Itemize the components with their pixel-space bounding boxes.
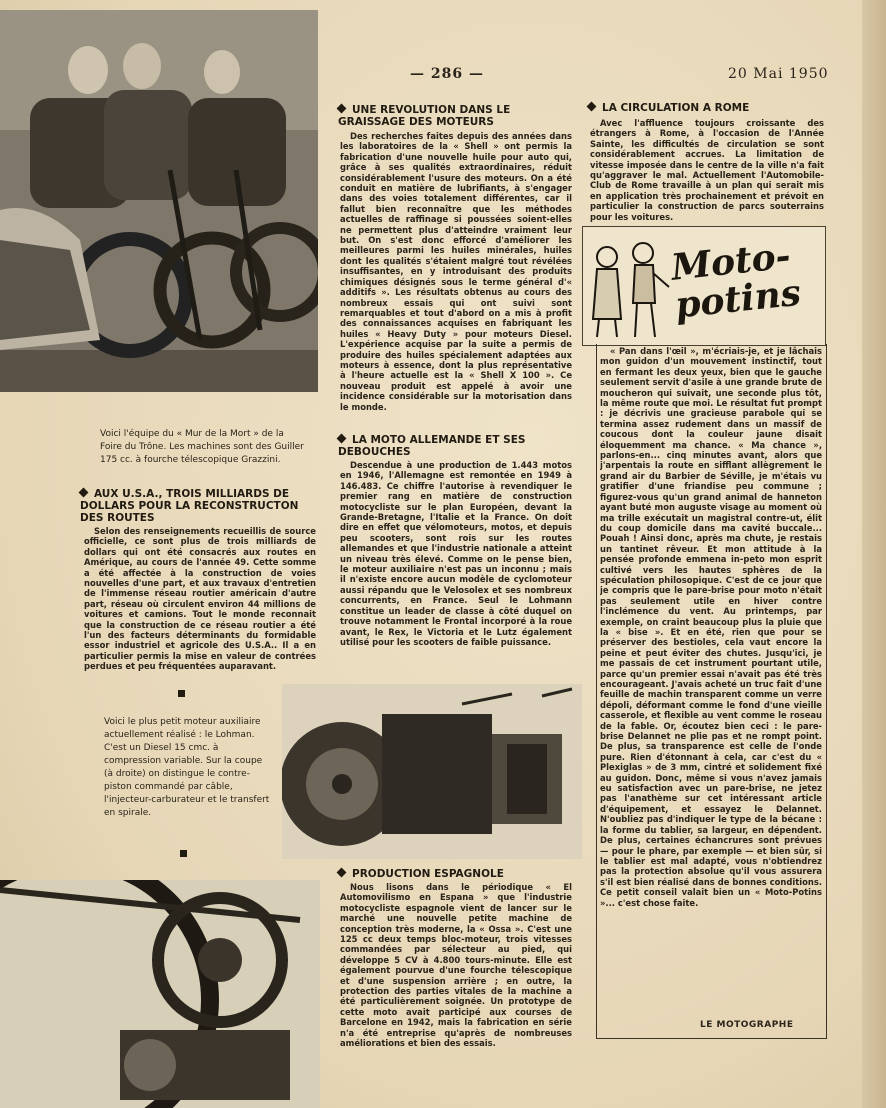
separator-square-icon: [178, 690, 185, 697]
espagnole-article-body: Nous lisons dans le périodique « El Automovilismo en Espana » que l'industrie motocycliste espagnole vient de lancer sur le marché une nouvelle petite machine de conception très moderne, la « Ossa ». C'est une 125 cc deux temps bloc-moteur, trois vitesses commandées par sélecteur au pied, qui développe 5 CV à 4.800 tours-minute. Elle est également pourvue d'une fourche télescopique et d'une suspension arrière ; en outre, la protection des parties vitales de la machine a été particulièrement soignée. Un prototype de cette moto avait participé aux courses de Barcelone en 1942, mais la fabrication en série n'a été entreprise qu'après de nombreuses améliorations et bien des essais.: [340, 882, 572, 1049]
allemande-article-title: [338, 434, 560, 458]
page-fold-shadow: [862, 0, 886, 1108]
revolution-article-body: Des recherches faites depuis des années dans les laboratoires de la « Shell » ont permis la fabrication d'une nouvelle huile pour auto qui, grâce à ses qualités extraordinaires, réduit considérablement l'usure des moteurs. On a été conduit en matière de lubrifiants, à s'engager dans des voies totalement différentes, car il fallut bien reconnaître que les méthodes actuelles de raffinage si poussées soient-elles ne permettent plus d'atteindre vraiment leur but. On s'est donc efforcé d'améliorer les meilleures parmi les huiles minérales, huiles dont les qualités s'étaient malgré tout révélées insuffisantes, en y introduisant des produits chimiques désignés sous le terme général d'« additifs ». Les résultats obtenus au cours des nombreux essais qui ont suivi sont remarquables et tout d'abord on a mis à profit des connaissances acquises en fabriquant les huiles « Heavy Duty » pour moteurs Diesel. L'expérience acquise par la suite a permis de produire des huiles spécialement adaptées aux moteurs à essence, dont la plus représentative à l'heure actuelle est la « Shell X 100 ». Ce nouveau produit est appelé à avoir une incidence considérable sur la motorisation dans le monde.: [340, 131, 572, 412]
rome-article-title: [588, 102, 824, 114]
diamond-bullet-icon: [337, 434, 347, 444]
allemande-title-text: LA MOTO ALLEMANDE ET SES DEBOUCHES: [338, 434, 526, 458]
moto-potins-body: « Pan dans l'œil », m'écriais-je, et je lâchais mon guidon d'un mouvement instinctif, tout en fermant les deux yeux, bien que le gauche seulement servit d'asile à une grande brute de moucheron qui suivait, une seconde plus tôt, la même route que moi. Le résultat fut prompt : je décrivis une gracieuse parabole qui se termina assez rudement dans un massif de coucous dont la couleur jaune disait éloquemment ma chance. « Ma chance », parlons-en... cinq minutes avant, alors que j'arpentais la route en sifflant allègrement le grand air du Barbier de Séville, je m'étais vu gratifier d'une friandise peu commune ; figurez-vous qu'un grand animal de hanneton ayant buté mon auguste visage au moment où ma trille exécutait un magistral contre-ut, élit du coup domicile dans ma cavité buccale... Pouah ! Ainsi donc, après ma chute, je restais un tantinet rêveur. Et mon attitude à la pensée profonde emmena in-peto mon esprit cultivé vers les hautes sphères de la spéculation philosopique. C'est de ce jour que je compris que le pare-brise pour moto n'était pas seulement utile en hiver contre l'inclémence du vent. Au printemps, par exemple, on craint beaucoup plus la pluie que la « bise ». Et en été, rien que pour se préserver des bestioles, cela vaut encore la peine et peut éviter des chutes. Jusqu'ici, je me passais de cet instrument pourtant utile, parce qu'un premier essai n'avait pas été très encourageant. J'avais acheté un truc fait d'une feuille de machin transparent comme un verre dépoli, déformant comme le fond d'une vieille casserole, et flexible au vent comme le roseau de la fable. Or, écoutez bien ceci : le pare-brise Delannet ne plie pas et ne rompt point. De plus, sa transparence est celle de l'onde pure. Rien d'étonnant à cela, car c'est du « Plexiglas » de 3 mm, cintré et solidement fixé au guidon. Donc, même si vous n'avez jamais eu satisfaction avec un pare-brise, ne jetez pas l'anathème sur cet intéressant article d'équipement, et essayez le Delannet. N'oubliez pas d'indiquer le type de la bécane : la forme du tablier, sa largeur, en dépendent. De plus, certaines échancrures sont prévues — pour le phare, par exemple — et bien sûr, si le tablier est mal adapté, vous n'obtiendrez pas la protection absolue qu'il vous assurera s'il est bien réalisé dans de bonnes conditions. Ce petit conseil valait bien un « Moto-Potins »... c'est chose faite.: [600, 346, 822, 908]
usa-title-text: AUX U.S.A., TROIS MILLIARDS DE DOLLARS POUR LA RECONSTRUCTON DES ROUTES: [80, 488, 299, 524]
diamond-bullet-icon: [337, 104, 347, 114]
diamond-bullet-icon: [587, 102, 597, 112]
moto-potins-title: Moto-potins: [669, 234, 803, 327]
engine-photo-drawing: [282, 684, 582, 859]
moto-potins-banner: [582, 226, 826, 346]
diamond-bullet-icon: [79, 488, 89, 498]
revolution-title-text: UNE REVOLUTION DANS LE GRAISSAGE DES MOTEURS: [338, 104, 511, 128]
usa-article-body: Selon des renseignements recueillis de source officielle, ce sont plus de trois milliards de dollars qui ont été consacrés aux routes en Amérique, au cours de l'année 49. Cette somme a été affectée à la construction de voies nouvelles d'une part, et aux travaux d'entretien de l'immense réseau routier américain d'autre part, réseau où circulent environ 44 millions de voitures et camions. Tout le monde reconnait que la construction de ce réseau routier a été l'un des facteurs déterminants du formidable essor industriel et agricole des U.S.A.. Il a en particulier permis la mise en valeur de contrées perdues et peu fréquentées auparavant.: [84, 526, 316, 672]
engine-caption: Voici le plus petit moteur auxiliaire actuellement réalisé : le Lohman. C'est un Diesel 15 cmc. à compression variable. Sur la coupe (à droite) on distingue le contre-piston commandé par câble, l'injecteur-carburateur et le transfert en spirale.: [104, 717, 270, 818]
moto-potins-border-bottom: [596, 1038, 827, 1039]
wheel-photo-drawing: [0, 880, 320, 1108]
allemande-article-body: Descendue à une production de 1.443 motos en 1946, l'Allemagne est remontée en 1949 à 146.483. Ce chiffre l'autorise à revendiquer le premier rang en matière de construction motocycliste sur le plan Européen, devant la Grande-Bretagne, l'Italie et la France. On doit dire en effet que vélomoteurs, motos, et depuis peu scooters, sont rois sur les routes allemandes et que l'industrie nationale a atteint un niveau très élevé. Comme on le pense bien, le moteur auxiliaire n'est pas un inconnu ; mais il n'existe encore aucun modèle de cyclomoteur aussi répandu que le Velosolex et ses nombreux concurrents, en France. Seul le Lohmann constitue un leader de classe à côté duquel on trouve notamment le Frontal incorporé à la roue avant, le Rex, le Victoria et le Lutz également utilisé pour les scooters de faible puissance.: [340, 460, 572, 647]
team-caption: Voici l'équipe du « Mur de la Mort » de la Foire du Trône. Les machines sont des Guiller 175 cc. à fourche télescopique Grazzini.: [100, 429, 304, 465]
team-photo: [0, 10, 318, 392]
page-date: 20 Mai 1950: [728, 66, 829, 82]
wheel-photo: [0, 880, 320, 1108]
engine-photo: [282, 684, 582, 859]
rome-title-text: LA CIRCULATION A ROME: [602, 102, 750, 114]
espagnole-article-title: [338, 868, 560, 880]
page-number: — 286 —: [410, 66, 484, 82]
diamond-bullet-icon: [337, 868, 347, 878]
moto-potins-signature: LE MOTOGRAPHE: [700, 1020, 794, 1030]
revolution-article-title: [338, 104, 560, 128]
usa-article-title: [80, 488, 310, 524]
cartoon-figures-illustration: [585, 229, 675, 345]
espagnole-title-text: PRODUCTION ESPAGNOLE: [352, 868, 504, 880]
rome-article-body: Avec l'affluence toujours croissante des étrangers à Rome, à l'occasion de l'Année Sainte, les difficultés de circulation se sont considérablement accrues. La limitation de vitesse imposée dans le centre de la ville n'a fait qu'aggraver le mal. Actuellement l'Automobile-Club de Rome travaille à un plan qui serait mis en application très prochainement et prévoit en particulier la construction de parcs souterrains pour les voitures.: [590, 118, 824, 222]
separator-square-icon: [180, 850, 187, 857]
moto-potins-border-left: [596, 344, 597, 1038]
moto-potins-border-right: [826, 344, 827, 1038]
team-photo-drawing: [0, 10, 318, 392]
